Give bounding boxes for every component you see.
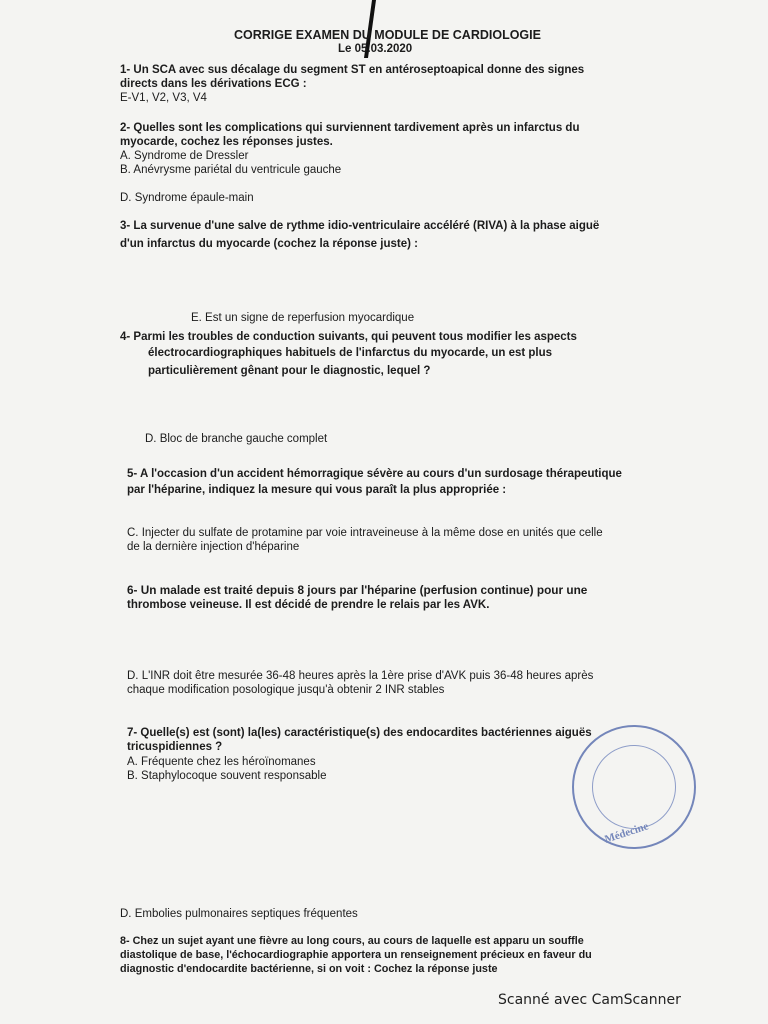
stamp-inner-ring	[592, 745, 676, 829]
q2-line1: 2- Quelles sont les complications qui surviennent tardivement après un infarctus du	[120, 122, 580, 134]
q6-answer-line2: chaque modification posologique jusqu'à obtenir 2 INR stables	[127, 684, 445, 696]
q7-answer-b: B. Staphylocoque souvent responsable	[127, 770, 327, 782]
q1-line1: 1- Un SCA avec sus décalage du segment ST en antéroseptoapical donne des signes	[120, 64, 585, 76]
q6-answer-line1: D. L'INR doit être mesurée 36-48 heures après la 1ère prise d'AVK puis 36-48 heures après	[127, 670, 594, 682]
camscanner-watermark: Scanné avec CamScanner	[498, 992, 681, 1008]
q4-line2: électrocardiographiques habituels de l'infarctus du myocarde, un est plus	[148, 347, 553, 359]
q5-answer-line2: de la dernière injection d'héparine	[127, 541, 300, 553]
q7-answer-d: D. Embolies pulmonaires septiques fréquentes	[120, 908, 358, 920]
q8-line2: diastolique de base, l'échocardiographie apportera un renseignement précieux en faveur du	[120, 949, 592, 961]
q3-line1: 3- La survenue d'une salve de rythme idio-ventriculaire accéléré (RIVA) à la phase aiguë	[120, 220, 600, 232]
q5-answer-line1: C. Injecter du sulfate de protamine par voie intraveineuse à la même dose en unités que celle	[127, 527, 603, 539]
q4-line1: 4- Parmi les troubles de conduction suivants, qui peuvent tous modifier les aspects	[120, 331, 577, 343]
page-title: CORRIGE EXAMEN DU MODULE DE CARDIOLOGIE	[234, 28, 541, 42]
q8-line1: 8- Chez un sujet ayant une fièvre au long cours, au cours de laquelle est apparu un souffle	[120, 935, 584, 947]
q5-line1: 5- A l'occasion d'un accident hémorragique sévère au cours d'un surdosage thérapeutique	[127, 468, 622, 480]
q5-line2: par l'héparine, indiquez la mesure qui vous paraît la plus appropriée :	[127, 484, 507, 496]
q7-line2: tricuspidiennes ?	[127, 741, 223, 753]
q6-line2: thrombose veineuse. Il est décidé de prendre le relais par les AVK.	[127, 599, 490, 611]
q4-answer: D. Bloc de branche gauche complet	[145, 433, 328, 445]
university-stamp	[572, 725, 696, 849]
q1-answer: E-V1, V2, V3, V4	[120, 92, 207, 104]
q3-answer: E. Est un signe de reperfusion myocardique	[191, 312, 415, 324]
q1-line2: directs dans les dérivations ECG :	[120, 78, 307, 90]
q2-answer-b: B. Anévrysme pariétal du ventricule gauche	[120, 164, 342, 176]
q4-line3: particulièrement gênant pour le diagnostic, lequel ?	[148, 365, 431, 377]
q2-line2: myocarde, cochez les réponses justes.	[120, 136, 333, 148]
exam-date: Le 05.03.2020	[338, 43, 413, 55]
q2-answer-d: D. Syndrome épaule-main	[120, 192, 254, 204]
q3-line2: d'un infarctus du myocarde (cochez la réponse juste) :	[120, 238, 418, 250]
q2-answer-a: A. Syndrome de Dressler	[120, 150, 249, 162]
q8-line3: diagnostic d'endocardite bactérienne, si on voit : Cochez la réponse juste	[120, 963, 498, 975]
q7-answer-a: A. Fréquente chez les héroïnomanes	[127, 756, 316, 768]
stamp-text: Médecine	[603, 820, 650, 846]
q7-line1: 7- Quelle(s) est (sont) la(les) caractéristique(s) des endocardites bactériennes aiguës	[127, 727, 592, 739]
q6-line1: 6- Un malade est traité depuis 8 jours par l'héparine (perfusion continue) pour une	[127, 583, 588, 597]
